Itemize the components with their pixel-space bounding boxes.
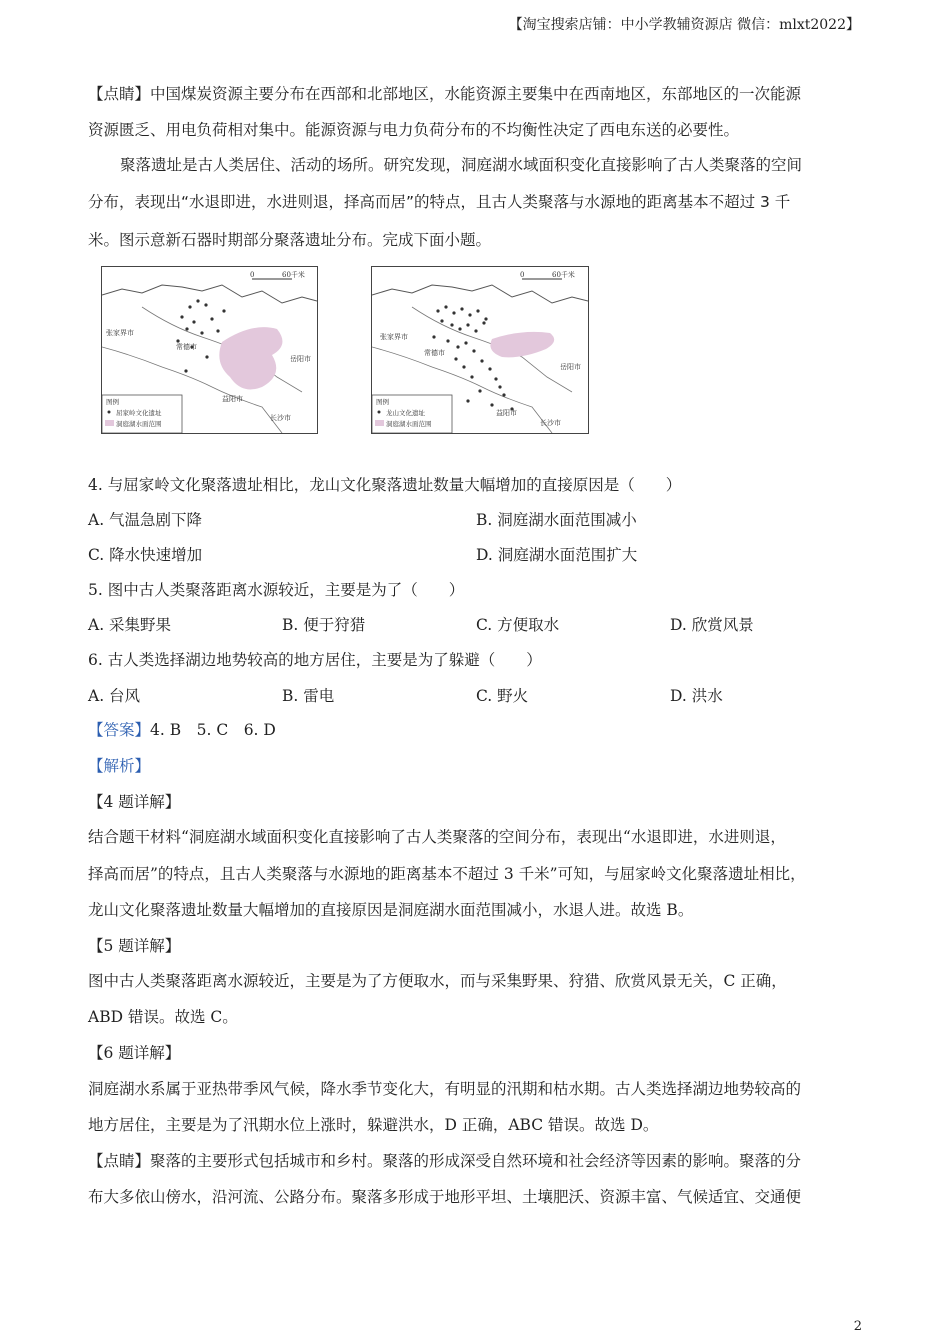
city-label: 张家界市 (106, 329, 134, 337)
question-4-stem: 4. 与屈家岭文化聚落遗址相比，龙山文化聚落遗址数量大幅增加的直接原因是（ ） (88, 476, 682, 494)
legend-lake-1: 洞庭湖水面范围 (116, 420, 162, 428)
answer-line (88, 718, 276, 740)
city-label: 长沙市 (270, 414, 291, 422)
question-4-option-c: C. 降水快速增加 (88, 546, 203, 564)
city-label: 岳阳市 (290, 355, 311, 363)
detail-4-title: 【4 题详解】 (88, 793, 181, 811)
passage-line-3: 米。图示意新石器时期部分聚落遗址分布。完成下面小题。 (88, 231, 492, 249)
legend-site-marker-1 (108, 411, 111, 414)
question-6-option-c: C. 野火 (476, 687, 529, 705)
detail-4-line-2: 择高而居”的特点，且古人类聚落与水源地的距离基本不超过 3 千米”可知，与屈家岭文化聚落遗址相比， (88, 865, 806, 883)
map-qujialing (101, 266, 318, 434)
tip-line-1: 【点睛】聚落的主要形式包括城市和乡村。聚落的形成深受自然环境和社会经济等因素的影响。聚落的分 (88, 1152, 802, 1170)
question-5-stem: 5. 图中古人类聚落距离水源较近，主要是为了（ ） (88, 581, 465, 599)
intro-line-2: 资源匮乏、用电负荷相对集中。能源资源与电力负荷分布的不均衡性决定了西电东送的必要性。 (88, 121, 740, 139)
sites-1 (176, 299, 225, 372)
map-longshan-drawing (372, 267, 588, 433)
city-label: 常德市 (424, 349, 445, 357)
question-5-option-c: C. 方便取水 (476, 616, 560, 634)
legend-title-1: 图例 (106, 398, 119, 406)
map-qujialing-drawing (102, 267, 317, 433)
tip-line-2: 布大多依山傍水，沿河流、公路分布。聚落多形成于地形平坦、土壤肥沃、资源丰富、气候适宜、交通便 (88, 1188, 802, 1206)
legend-site-marker-2 (378, 411, 381, 414)
city-label: 益阳市 (222, 395, 243, 403)
passage-line-1: 聚落遗址是古人类居住、活动的场所。研究发现，洞庭湖水域面积变化直接影响了古人类聚落的空间 (120, 156, 803, 174)
lake-area-2 (490, 332, 554, 357)
detail-5-line-1: 图中古人类聚落距离水源较近，主要是为了方便取水，而与采集野果、狩猎、欣赏风景无关，C 正确， (88, 972, 787, 990)
legend-title-2: 图例 (376, 398, 389, 406)
answer-label: 【答案】 (88, 721, 151, 739)
answer-text: 4. B 5. C 6. D (150, 721, 276, 739)
detail-6-title: 【6 题详解】 (88, 1044, 181, 1062)
intro-line-1: 【点睛】中国煤炭资源主要分布在西部和北部地区，水能资源主要集中在西南地区，东部地区的一次能源 (88, 85, 802, 103)
question-6-option-b: B. 雷电 (282, 687, 335, 705)
map-longshan (371, 266, 589, 434)
legend-lake-swatch-2 (375, 420, 384, 426)
city-label: 长沙市 (540, 419, 561, 427)
scale-zero-1: 0 (250, 271, 255, 279)
question-5-option-b: B. 便于狩猎 (282, 616, 366, 634)
question-6-stem: 6. 古人类选择湖边地势较高的地方居住，主要是为了躲避（ ） (88, 651, 542, 669)
city-label: 常德市 (176, 343, 197, 351)
scale-zero-2: 0 (520, 271, 525, 279)
legend-lake-2: 洞庭湖水面范围 (386, 420, 432, 428)
city-label: 张家界市 (380, 333, 408, 341)
question-4-option-a: A. 气温急剧下降 (88, 511, 203, 529)
legend-lake-swatch-1 (105, 420, 114, 426)
question-4-option-d: D. 洞庭湖水面范围扩大 (476, 546, 638, 564)
legend-site-2: 龙山文化遗址 (386, 409, 425, 417)
lake-area-1 (219, 327, 282, 389)
detail-5-line-2: ABD 错误。故选 C。 (88, 1008, 238, 1026)
question-6-option-d: D. 洪水 (670, 687, 723, 705)
question-4-option-b: B. 洞庭湖水面范围减小 (476, 511, 637, 529)
question-6-option-a: A. 台风 (88, 687, 141, 705)
passage-line-2: 分布，表现出“水退即进，水进则退，择高而居”的特点，且古人类聚落与水源地的距离基本不超过 3 千 (88, 193, 791, 211)
legend-site-1: 屈家岭文化遗址 (116, 409, 162, 417)
question-5-option-d: D. 欣赏风景 (670, 616, 754, 634)
scale-label-2: 60千米 (552, 271, 575, 279)
city-label: 益阳市 (496, 409, 517, 417)
page-header: 【淘宝搜索店铺：中小学教辅资源店 微信：mlxt2022】 (508, 17, 860, 33)
city-label: 岳阳市 (560, 363, 581, 371)
question-5-option-a: A. 采集野果 (88, 616, 172, 634)
detail-5-title: 【5 题详解】 (88, 937, 181, 955)
detail-4-line-3: 龙山文化聚落遗址数量大幅增加的直接原因是洞庭湖水面范围减小，水退人进。故选 B。 (88, 901, 694, 919)
detail-6-line-2: 地方居住，主要是为了汛期水位上涨时，躲避洪水，D 正确，ABC 错误。故选 D。 (88, 1116, 659, 1134)
scale-label-1: 60千米 (282, 271, 305, 279)
detail-6-line-1: 洞庭湖水系属于亚热带季风气候，降水季节变化大，有明显的汛期和枯水期。古人类选择湖边地势较高的 (88, 1080, 802, 1098)
detail-4-line-1: 结合题干材料“洞庭湖水域面积变化直接影响了古人类聚落的空间分布，表现出“水退即进，水进则退， (88, 828, 786, 846)
analysis-label: 【解析】 (88, 757, 151, 775)
page-number: 2 (853, 1319, 862, 1334)
